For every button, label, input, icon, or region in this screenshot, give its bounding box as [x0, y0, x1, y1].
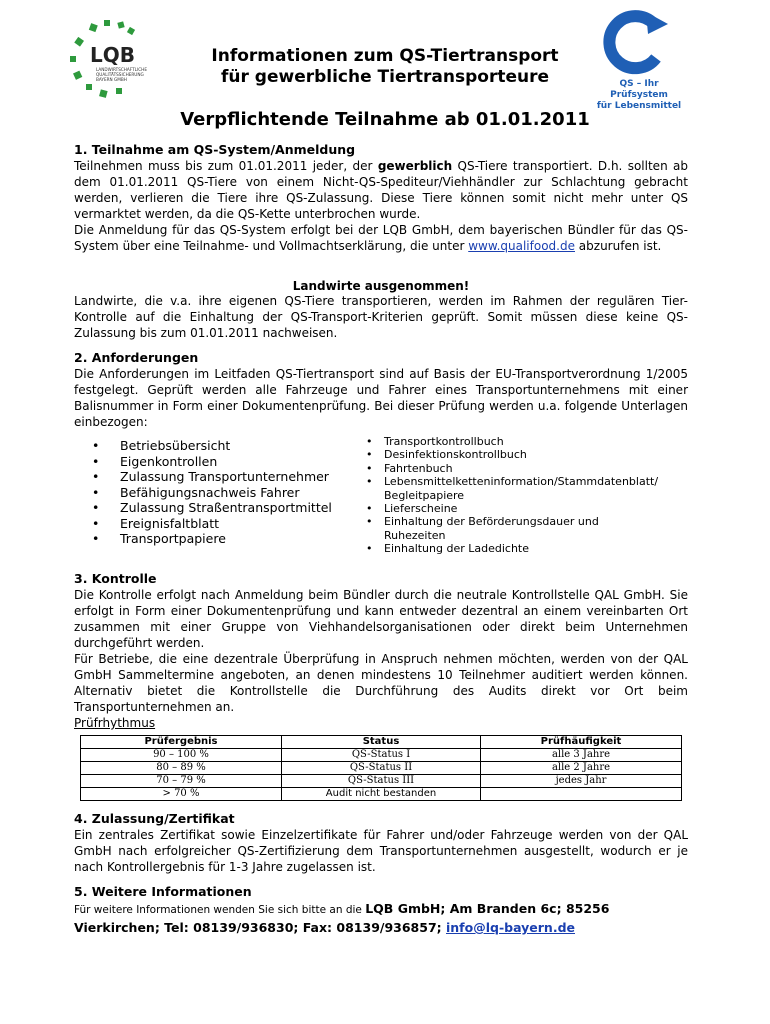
- title-line-1: Informationen zum QS-Tiertransport: [211, 46, 559, 66]
- contact-phone-fax: Vierkirchen; Tel: 08139/936830; Fax: 08139/936857;: [74, 920, 446, 935]
- section-1-paragraph-1: Teilnehmen muss bis zum 01.01.2011 jeder, der gewerblich QS-Tiere transportiert. D.h. sollten ab dem 01.01.2011 QS-Tiere von einem Nicht-QS-Spediteur/Viehhändler zur Schlachtung gebracht werden, verlieren die Tiere ihre QS-Zulassung. Diese Tiere können somit nicht mehr unter QS vermarktet werden, da die QS-Kette unterbrochen wurde.: [74, 159, 688, 221]
- lqb-logo-text: LQB: [90, 43, 135, 67]
- section-5: [74, 884, 688, 937]
- page-subtitle: Verpflichtende Teilnahme ab 01.01.2011: [180, 109, 590, 130]
- qs-logo-line1: QS – Ihr Prüfsystem: [610, 79, 668, 100]
- requirements-list-left: [74, 438, 374, 547]
- table-row: 80 – 89 % QS-Status II alle 2 Jahre: [81, 762, 682, 775]
- exception-heading: Landwirte ausgenommen!: [292, 279, 470, 293]
- section-5-paragraph: Für weitere Informationen wenden Sie sich bitte an die LQB GmbH; Am Branden 6c; 85256 Vierkirchen; Tel: 08139/936830; Fax: 08139/936857; info@lq-bayern.de: [74, 901, 610, 935]
- qs-logo-line2: für Lebensmittel: [596, 101, 682, 111]
- section-4: [74, 811, 688, 875]
- contact-address: LQB GmbH; Am Branden 6c; 85256: [365, 901, 610, 916]
- list-item: • Zulassung Transportunternehmer: [74, 469, 374, 485]
- section-1-paragraph-3: Landwirte, die v.a. ihre eigenen QS-Tiere transportieren, werden im Rahmen der regulären Tier-Kontrolle auf die Einhaltung der QS-Transport-Kriterien geprüft. Somit müssen diese keine QS-Zulassung bis zum 01.01.2011 nachweisen.: [74, 294, 688, 340]
- table-header: Prüfergebnis: [81, 736, 282, 749]
- svg-text:QUALITÄTSSICHERUNG: QUALITÄTSSICHERUNG: [96, 72, 144, 77]
- section-2-heading: 2. Anforderungen: [74, 350, 199, 365]
- section-1: [74, 142, 688, 254]
- lqb-logo-graphic: [66, 18, 156, 98]
- list-item: • Einhaltung der Beförderungsdauer und Ruhezeiten: [366, 515, 662, 542]
- svg-text:BAYERN GMBH: BAYERN GMBH: [96, 77, 127, 82]
- list-item: • Betriebsübersicht: [74, 438, 374, 454]
- section-4-heading: 4. Zulassung/Zertifikat: [74, 811, 235, 826]
- section-2-paragraph: Die Anforderungen im Leitfaden QS-Tiertransport sind auf Basis der EU-Transportverordnung 1/2005 festgelegt. Geprüft werden alle Fahrzeuge und Fahrer eines Transportunternehmens mit einer Balisnummer in Form einer Dokumentenprüfung. Bei dieser Prüfung werden u.a. folgende Unterlagen einbezogen:: [74, 367, 688, 429]
- section-4-paragraph: Ein zentrales Zertifikat sowie Einzelzertifikate für Fahrer und/oder Fahrzeuge werden von der QAL GmbH nach erfolgreicher QS-Zertifizierung dem Transportunternehmen ausgestellt, wodurch er je nach Kontrollergebnis für 1-3 Jahre zugelassen ist.: [74, 828, 688, 874]
- list-item: • Transportpapiere: [74, 531, 374, 547]
- section-3-paragraph-2: Für Betriebe, die eine dezentrale Überprüfung in Anspruch nehmen möchten, werden von der QAL GmbH Sammeltermine angeboten, an denen mindestens 10 Teilnehmer auditiert werden können. Alternativ bietet die Kontrollstelle die Durchführung des Audits direkt vor Ort beim Transportunternehmen an.: [74, 652, 688, 714]
- list-item: • Ereignisfaltblatt: [74, 516, 374, 532]
- section-1-heading: 1. Teilnahme am QS-System/Anmeldung: [74, 142, 356, 157]
- section-2: [74, 350, 688, 430]
- table-header-row: [81, 736, 682, 749]
- rhythm-table: [80, 735, 682, 801]
- list-item: • Lieferscheine: [366, 502, 662, 515]
- table-header: Prüfhäufigkeit: [481, 736, 682, 749]
- list-item: • Einhaltung der Ladedichte: [366, 542, 662, 555]
- email-link[interactable]: info@lq-bayern.de: [446, 920, 575, 935]
- list-item: • Befähigungsnachweis Fahrer: [74, 485, 374, 501]
- rhythm-label: Prüfrhythmus: [74, 716, 156, 730]
- section-3-paragraph-1: Die Kontrolle erfolgt nach Anmeldung beim Bündler durch die neutrale Kontrollstelle QAL GmbH. Sie erfolgt in Form einer Dokumentenprüfung und kann entweder dezentral an einem vereinbarten Ort zusammen mit einer Gruppe von Viehhandelsorganisationen oder direkt beim Unternehmen durchgeführt werden.: [74, 588, 688, 650]
- title-line-2: für gewerbliche Tiertransporteure: [220, 67, 549, 87]
- section-3-heading: 3. Kontrolle: [74, 571, 157, 586]
- section-5-heading: 5. Weitere Informationen: [74, 884, 252, 899]
- list-item: • Lebensmittelketteninformation/Stammdatenblatt/ Begleitpapiere: [366, 475, 662, 502]
- section-1-paragraph-2: Die Anmeldung für das QS-System erfolgt bei der LQB GmbH, dem bayerischen Bündler für das QS-System über eine Teilnahme- und Vollmachtserklärung, die unter www.qualifood.de abzurufen ist.: [74, 223, 688, 253]
- requirements-list-right: [366, 435, 662, 556]
- section-3: [74, 571, 688, 715]
- list-item: • Eigenkontrollen: [74, 454, 374, 470]
- svg-text:LANDWIRTSCHAFTLICHE: LANDWIRTSCHAFTLICHE: [96, 67, 147, 72]
- table-row: 70 – 79 % QS-Status III jedes Jahr: [81, 775, 682, 788]
- table-row: > 70 % Audit nicht bestanden: [81, 788, 682, 801]
- list-item: • Desinfektionskontrollbuch: [366, 448, 662, 461]
- list-item: • Transportkontrollbuch: [366, 435, 662, 448]
- list-item: • Fahrtenbuch: [366, 462, 662, 475]
- list-item: • Zulassung Straßentransportmittel: [74, 500, 374, 516]
- table-header: Status: [282, 736, 481, 749]
- lqb-logo: [66, 18, 156, 98]
- qualifood-link[interactable]: www.qualifood.de: [468, 239, 575, 253]
- table-row: 90 – 100 % QS-Status I alle 3 Jahre: [81, 749, 682, 762]
